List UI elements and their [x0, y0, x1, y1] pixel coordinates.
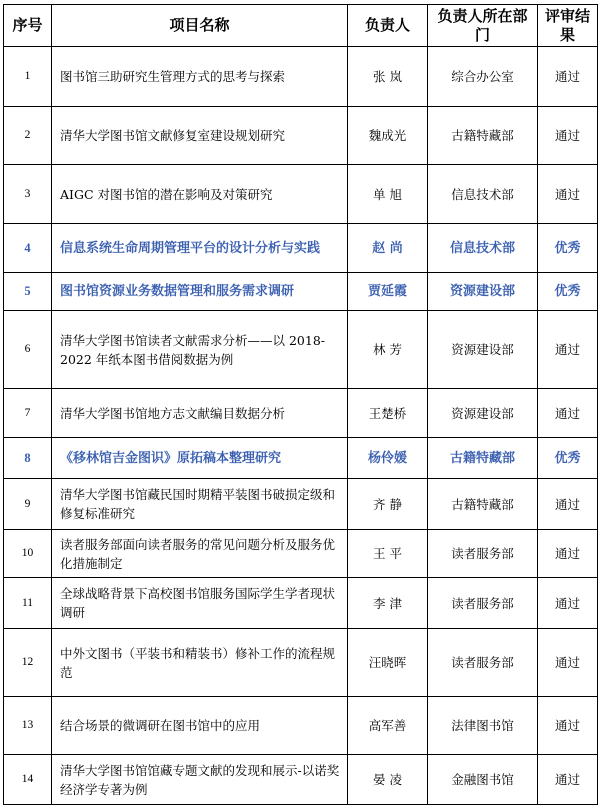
header-dept: 负责人所在部门 — [428, 5, 538, 47]
table-row — [4, 107, 598, 165]
row-person: 齐 静 — [348, 479, 428, 530]
row-name: 清华大学图书馆藏民国时期精平装图书破损定级和修复标准研究 — [52, 479, 348, 530]
row-no: 13 — [4, 697, 52, 755]
table-row-highlighted — [4, 224, 598, 273]
row-name: 《移林馆吉金图识》原拓稿本整理研究 — [52, 438, 348, 479]
row-name: 清华大学图书馆读者文献需求分析——以 2018-2022 年纸本图书借阅数据为例 — [52, 311, 348, 389]
row-dept: 古籍特藏部 — [428, 107, 538, 165]
row-result: 通过 — [538, 311, 598, 389]
row-person: 王 平 — [348, 530, 428, 578]
row-no: 11 — [4, 578, 52, 629]
table-row — [4, 629, 598, 697]
row-result: 通过 — [538, 629, 598, 697]
row-name: 中外文图书（平装书和精装书）修补工作的流程规范 — [52, 629, 348, 697]
table-row — [4, 755, 598, 805]
header-result: 评审结果 — [538, 5, 598, 47]
table-row — [4, 165, 598, 224]
row-dept: 信息技术部 — [428, 165, 538, 224]
row-dept: 金融图书馆 — [428, 755, 538, 805]
header-row — [4, 5, 598, 47]
row-dept: 资源建设部 — [428, 311, 538, 389]
row-name: 读者服务部面向读者服务的常见问题分析及服务优化措施制定 — [52, 530, 348, 578]
row-dept: 综合办公室 — [428, 47, 538, 107]
table-row — [4, 530, 598, 578]
row-dept: 读者服务部 — [428, 578, 538, 629]
row-person: 汪晓晖 — [348, 629, 428, 697]
row-result: 通过 — [538, 530, 598, 578]
row-name: 清华大学图书馆地方志文献编目数据分析 — [52, 389, 348, 438]
row-no: 7 — [4, 389, 52, 438]
row-result: 通过 — [538, 389, 598, 438]
row-name: 清华大学图书馆馆藏专题文献的发现和展示-以诺奖经济学专著为例 — [52, 755, 348, 805]
row-result: 通过 — [538, 755, 598, 805]
row-name: 图书馆资源业务数据管理和服务需求调研 — [52, 273, 348, 311]
row-no: 4 — [4, 224, 52, 273]
table-row-highlighted — [4, 273, 598, 311]
table-row — [4, 47, 598, 107]
row-no: 9 — [4, 479, 52, 530]
row-dept: 读者服务部 — [428, 530, 538, 578]
row-result: 通过 — [538, 697, 598, 755]
row-name: 信息系统生命周期管理平台的设计分析与实践 — [52, 224, 348, 273]
row-no: 1 — [4, 47, 52, 107]
row-name: 结合场景的微调研在图书馆中的应用 — [52, 697, 348, 755]
row-no: 2 — [4, 107, 52, 165]
table-row — [4, 311, 598, 389]
row-dept: 资源建设部 — [428, 389, 538, 438]
row-name: 图书馆三助研究生管理方式的思考与探索 — [52, 47, 348, 107]
row-person: 杨伶媛 — [348, 438, 428, 479]
row-result: 通过 — [538, 165, 598, 224]
table-row — [4, 479, 598, 530]
row-no: 12 — [4, 629, 52, 697]
row-result: 通过 — [538, 578, 598, 629]
row-dept: 信息技术部 — [428, 224, 538, 273]
table-row — [4, 578, 598, 629]
row-dept: 法律图书馆 — [428, 697, 538, 755]
row-person: 高军善 — [348, 697, 428, 755]
row-person: 贾延霞 — [348, 273, 428, 311]
row-no: 5 — [4, 273, 52, 311]
row-name: 全球战略背景下高校图书馆服务国际学生学者现状调研 — [52, 578, 348, 629]
row-dept: 古籍特藏部 — [428, 479, 538, 530]
row-result: 优秀 — [538, 273, 598, 311]
row-result: 优秀 — [538, 224, 598, 273]
row-no: 8 — [4, 438, 52, 479]
project-review-table — [3, 4, 598, 805]
row-person: 晏 凌 — [348, 755, 428, 805]
row-no: 14 — [4, 755, 52, 805]
row-dept: 读者服务部 — [428, 629, 538, 697]
header-no: 序号 — [4, 5, 52, 47]
row-person: 李 津 — [348, 578, 428, 629]
row-person: 魏成光 — [348, 107, 428, 165]
table-row-highlighted — [4, 438, 598, 479]
row-no: 6 — [4, 311, 52, 389]
row-person: 张 岚 — [348, 47, 428, 107]
table-row — [4, 697, 598, 755]
row-person: 单 旭 — [348, 165, 428, 224]
row-name: 清华大学图书馆文献修复室建设规划研究 — [52, 107, 348, 165]
row-person: 林 芳 — [348, 311, 428, 389]
row-dept: 资源建设部 — [428, 273, 538, 311]
header-person: 负责人 — [348, 5, 428, 47]
row-person: 王楚桥 — [348, 389, 428, 438]
row-name: AIGC 对图书馆的潜在影响及对策研究 — [52, 165, 348, 224]
row-result: 通过 — [538, 107, 598, 165]
row-no: 10 — [4, 530, 52, 578]
row-result: 优秀 — [538, 438, 598, 479]
row-result: 通过 — [538, 479, 598, 530]
row-result: 通过 — [538, 47, 598, 107]
row-person: 赵 尚 — [348, 224, 428, 273]
table-row — [4, 389, 598, 438]
header-name: 项目名称 — [52, 5, 348, 47]
row-no: 3 — [4, 165, 52, 224]
row-dept: 古籍特藏部 — [428, 438, 538, 479]
